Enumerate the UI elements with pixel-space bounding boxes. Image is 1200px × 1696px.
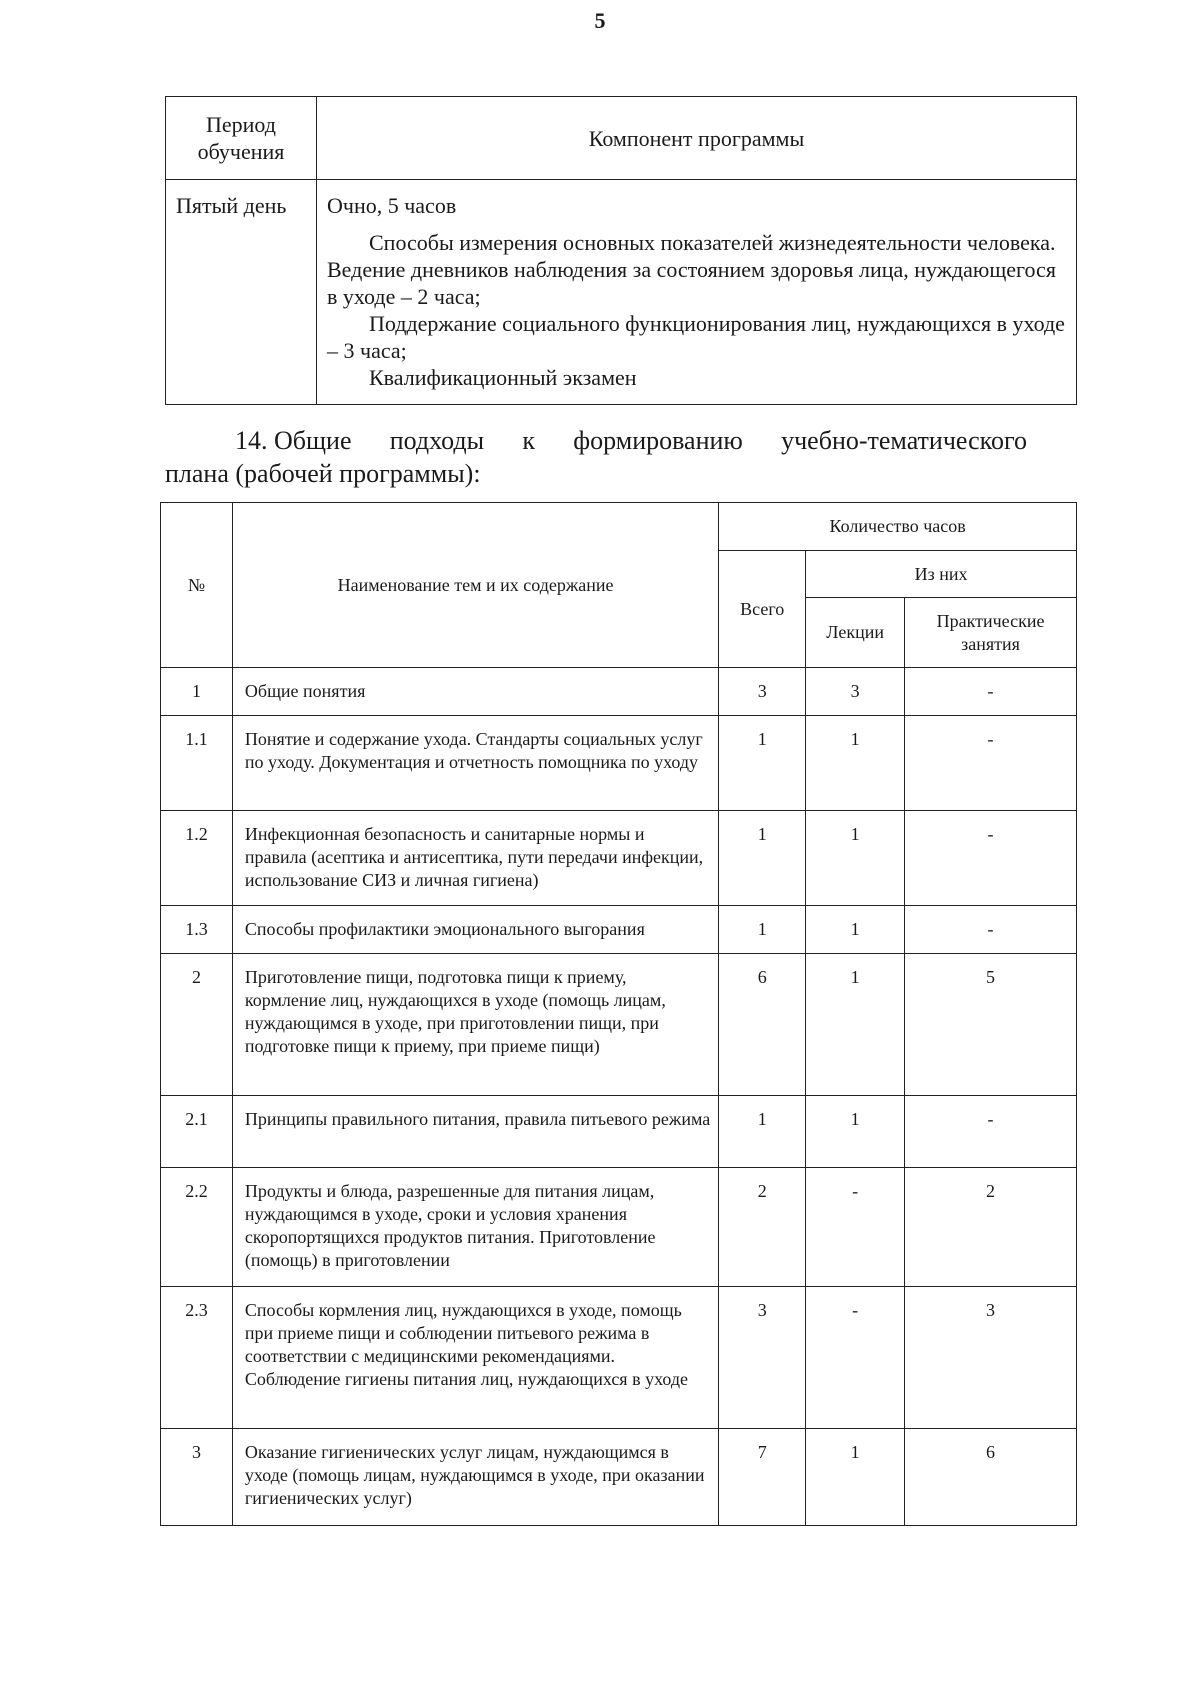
row-practice: - bbox=[905, 1096, 1077, 1168]
table-header-row bbox=[161, 503, 1077, 551]
component-item: Квалификационный экзамен bbox=[369, 365, 637, 390]
table-row bbox=[161, 716, 1077, 811]
heading-word: формированию bbox=[573, 426, 743, 455]
row-total: 1 bbox=[719, 1096, 806, 1168]
curriculum-table bbox=[160, 502, 1077, 1526]
row-total: 7 bbox=[719, 1429, 806, 1526]
row-name: Инфекционная безопасность и санитарные нормы и правила (асептика и антисептика, пути передачи инфекции, использование СИЗ и личная гигиена) bbox=[232, 811, 718, 906]
training-schedule-table bbox=[165, 96, 1077, 405]
table-row bbox=[161, 668, 1077, 716]
row-practice: - bbox=[905, 716, 1077, 811]
row-total: 2 bbox=[719, 1168, 806, 1287]
row-name: Продукты и блюда, разрешенные для питания лицам, нуждающимся в уходе, сроки и условия хранения скоропортящихся продуктов питания. Приготовление (помощь) в приготовлении bbox=[232, 1168, 718, 1287]
table-header-row bbox=[166, 97, 1077, 180]
format-line: Очно, 5 часов bbox=[327, 193, 457, 218]
row-name: Приготовление пищи, подготовка пищи к приему, кормление лиц, нуждающихся в уходе (помощь лицам, нуждающимся в уходе, при приготовлении пищи, при подготовке пищи к приему, при приеме пищи) bbox=[232, 954, 718, 1096]
table-row bbox=[161, 1287, 1077, 1429]
of-which-header: Из них bbox=[806, 551, 1077, 598]
row-name: Общие понятия bbox=[232, 668, 718, 716]
row-name: Способы кормления лиц, нуждающихся в уходе, помощь при приеме пищи и соблюдении питьевого режима в соответствии с медицинскими рекомендациями. Соблюдение гигиены питания лиц, нуждающихся в уходе bbox=[232, 1287, 718, 1429]
table-row bbox=[166, 180, 1077, 405]
component-item: Поддержание социального функционирования лиц, нуждающихся в уходе – 3 часа; bbox=[327, 311, 1065, 363]
component-cell bbox=[317, 180, 1077, 405]
section-heading bbox=[165, 424, 1027, 490]
table-row bbox=[161, 1096, 1077, 1168]
row-lectures: 1 bbox=[806, 1429, 905, 1526]
row-practice: 2 bbox=[905, 1168, 1077, 1287]
table-row bbox=[161, 1168, 1077, 1287]
page-number: 5 bbox=[594, 8, 606, 33]
heading-word: подходы bbox=[389, 426, 485, 455]
row-lectures: - bbox=[806, 1168, 905, 1287]
row-name: Способы профилактики эмоционального выгорания bbox=[232, 906, 718, 954]
hours-header: Количество часов bbox=[719, 503, 1077, 551]
row-lectures: 1 bbox=[806, 716, 905, 811]
heading-word: 14. Общие bbox=[235, 426, 352, 455]
name-header: Наименование тем и их содержание bbox=[232, 503, 718, 668]
row-total: 6 bbox=[719, 954, 806, 1096]
row-num: 2.1 bbox=[161, 1096, 233, 1168]
row-num: 2.2 bbox=[161, 1168, 233, 1287]
row-total: 1 bbox=[719, 906, 806, 954]
row-practice: - bbox=[905, 668, 1077, 716]
row-practice: 5 bbox=[905, 954, 1077, 1096]
row-practice: 6 bbox=[905, 1429, 1077, 1526]
row-name: Принципы правильного питания, правила питьевого режима bbox=[232, 1096, 718, 1168]
row-name: Понятие и содержание ухода. Стандарты социальных услуг по уходу. Документация и отчетность помощника по уходу bbox=[232, 716, 718, 811]
table-row bbox=[161, 1429, 1077, 1526]
row-lectures: 3 bbox=[806, 668, 905, 716]
row-lectures: 1 bbox=[806, 954, 905, 1096]
row-num: 1.1 bbox=[161, 716, 233, 811]
row-total: 1 bbox=[719, 716, 806, 811]
row-num: 3 bbox=[161, 1429, 233, 1526]
row-lectures: 1 bbox=[806, 1096, 905, 1168]
heading-continuation: плана (рабочей программы): bbox=[165, 459, 481, 488]
period-header: Период обучения bbox=[166, 97, 317, 180]
heading-word: к bbox=[522, 426, 536, 455]
row-practice: - bbox=[905, 906, 1077, 954]
table-row bbox=[161, 811, 1077, 906]
period-cell: Пятый день bbox=[166, 180, 317, 405]
row-num: 2 bbox=[161, 954, 233, 1096]
row-num: 1.2 bbox=[161, 811, 233, 906]
row-practice: - bbox=[905, 811, 1077, 906]
practice-header: Практические занятия bbox=[905, 598, 1077, 668]
row-total: 3 bbox=[719, 1287, 806, 1429]
row-lectures: 1 bbox=[806, 811, 905, 906]
component-item: Способы измерения основных показателей жизнедеятельности человека. Ведение дневников наблюдения за состоянием здоровья лица, нуждающегося в уходе – 2 часа; bbox=[327, 230, 1056, 309]
lectures-header: Лекции bbox=[806, 598, 905, 668]
row-name: Оказание гигиенических услуг лицам, нуждающимся в уходе (помощь лицам, нуждающимся в уходе, при оказании гигиенических услуг) bbox=[232, 1429, 718, 1526]
num-header: № bbox=[161, 503, 233, 668]
row-lectures: - bbox=[806, 1287, 905, 1429]
row-total: 1 bbox=[719, 811, 806, 906]
row-num: 1.3 bbox=[161, 906, 233, 954]
total-header: Всего bbox=[719, 551, 806, 668]
row-num: 1 bbox=[161, 668, 233, 716]
row-total: 3 bbox=[719, 668, 806, 716]
row-num: 2.3 bbox=[161, 1287, 233, 1429]
row-lectures: 1 bbox=[806, 906, 905, 954]
row-practice: 3 bbox=[905, 1287, 1077, 1429]
heading-word: учебно-тематического bbox=[781, 426, 1027, 455]
component-header: Компонент программы bbox=[317, 97, 1077, 180]
table-row bbox=[161, 954, 1077, 1096]
table-row bbox=[161, 906, 1077, 954]
